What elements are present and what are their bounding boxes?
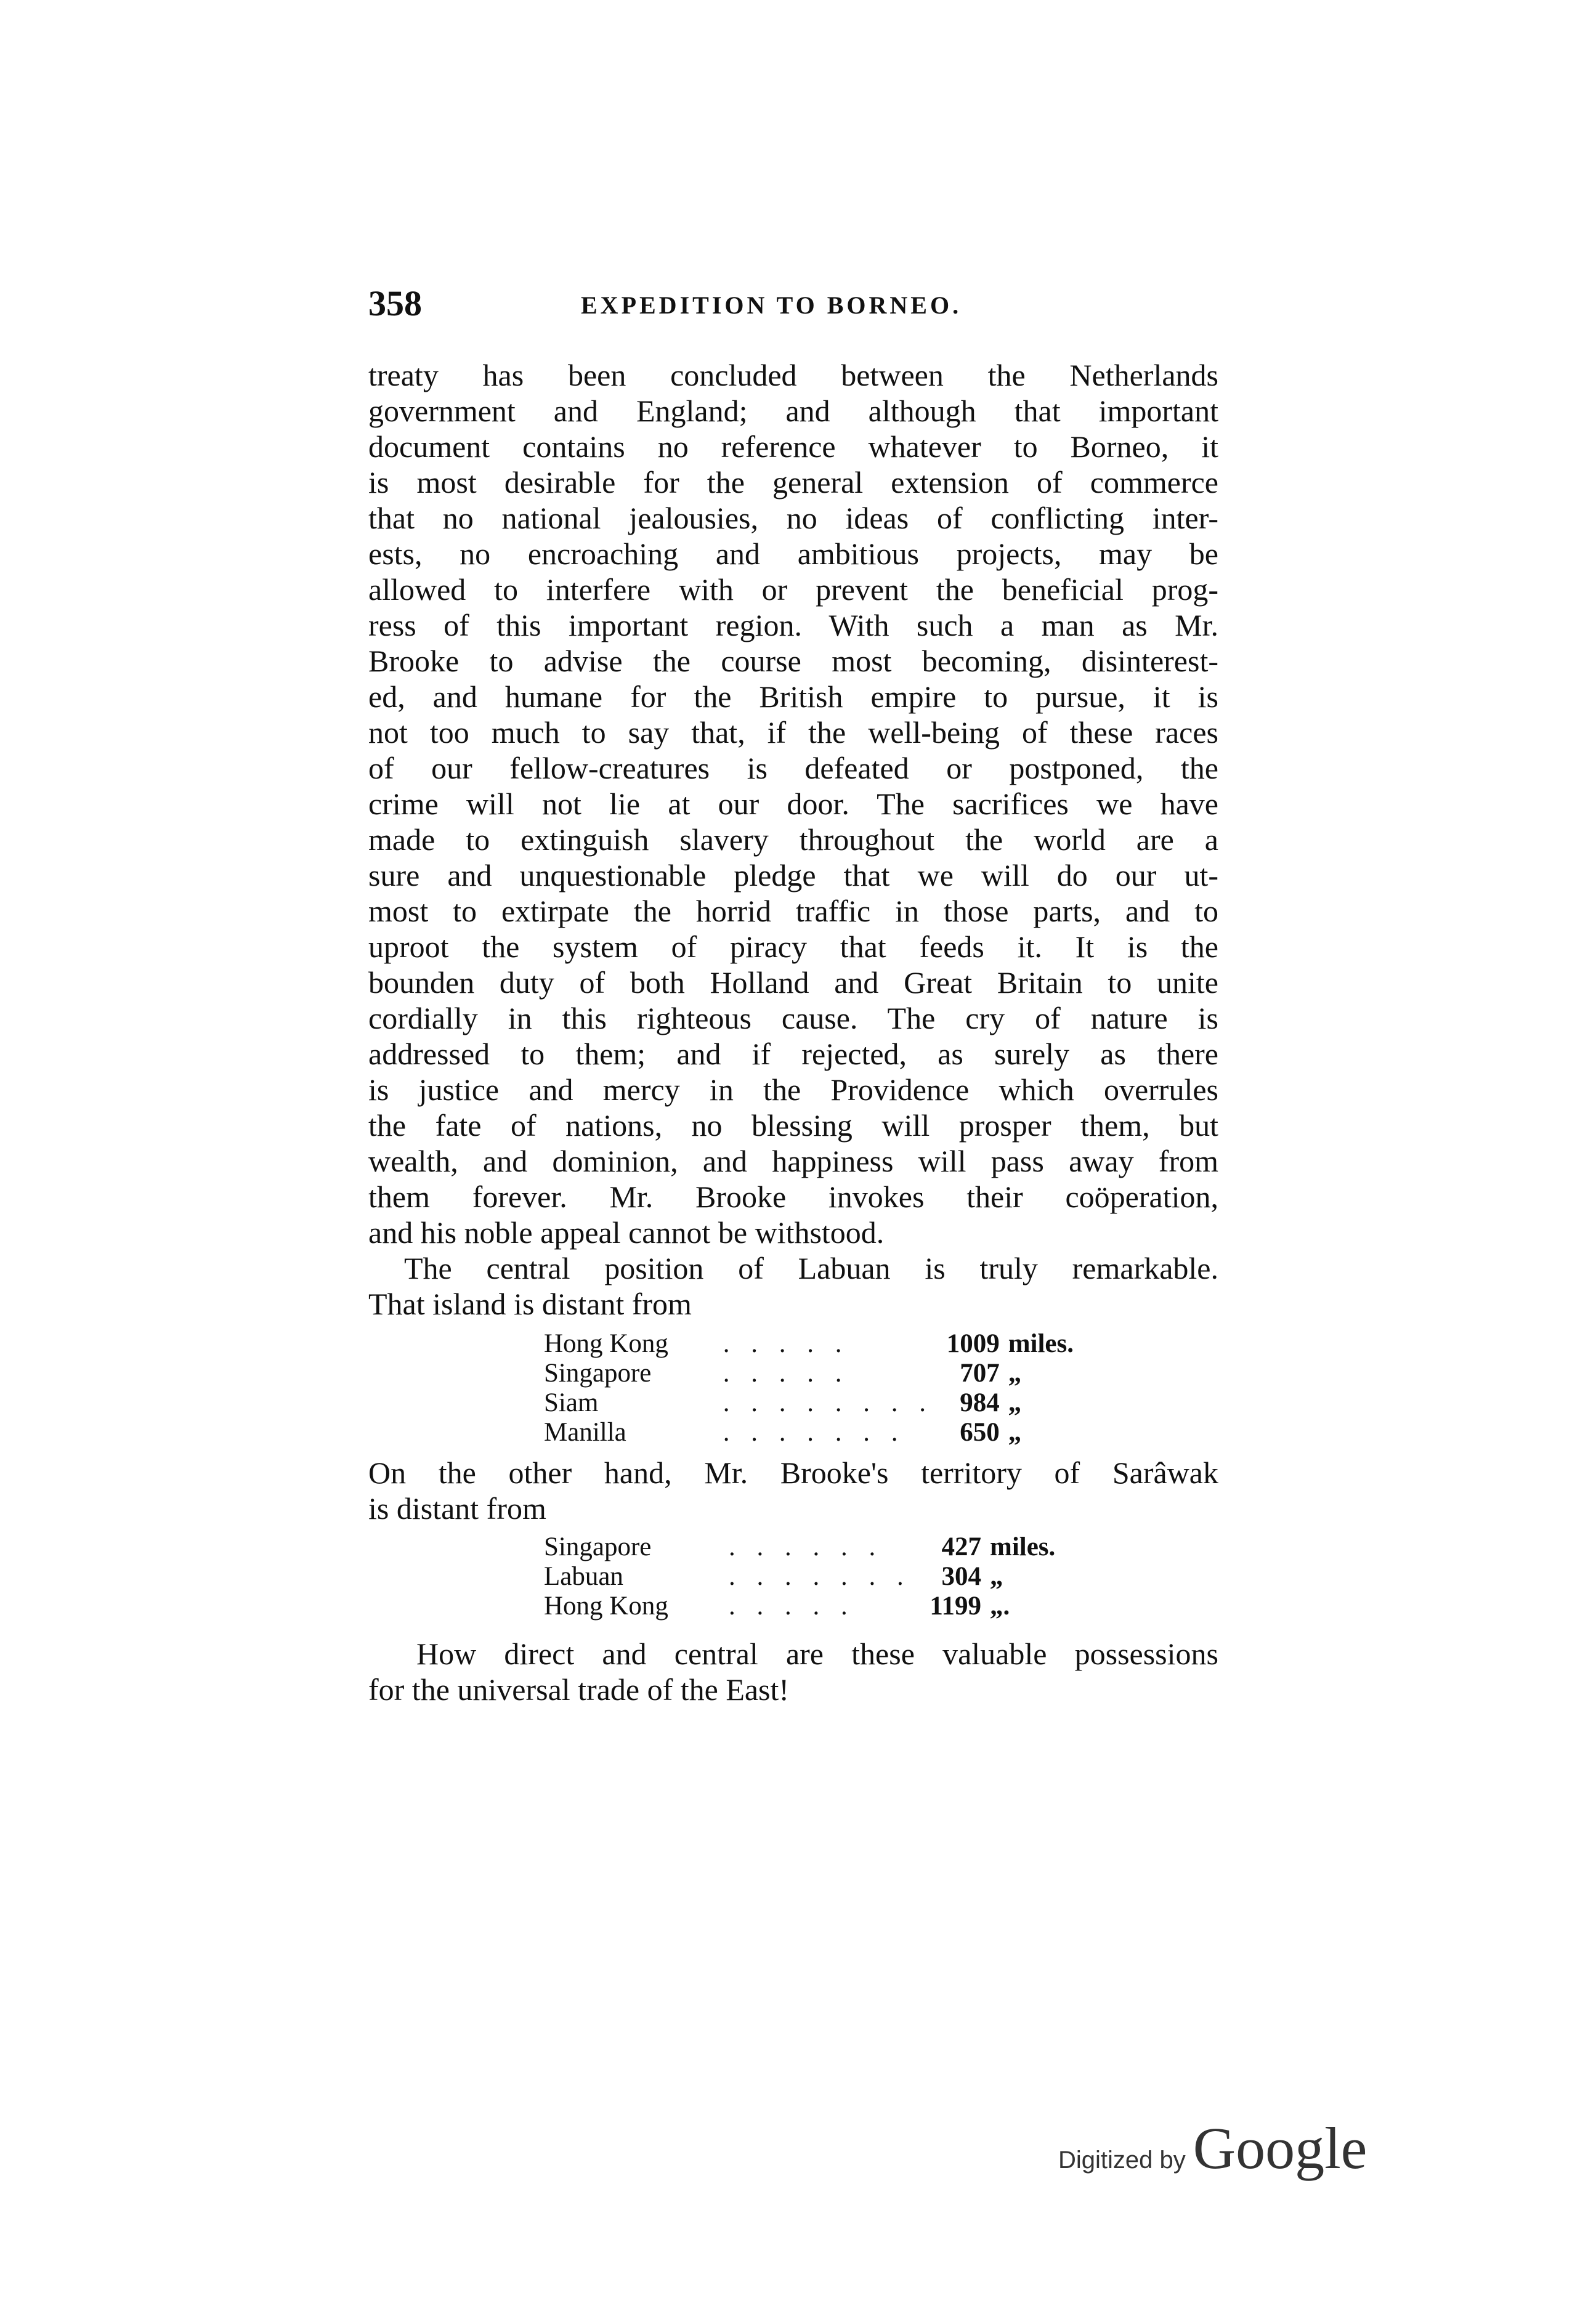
leader-dots: . . . . . . . [729,1562,911,1591]
text-line: ed, and humane for the British empire to pursue, it is [368,679,1218,714]
digitized-by-watermark [1058,2114,1367,2181]
leader-dots: . . . . . . . . [723,1388,933,1417]
distance-value: 1199 [930,1592,981,1621]
text-line: is distant from [368,1491,546,1526]
text-line: bounden duty of both Holland and Great Britain to unite [368,965,1218,1000]
page-header [368,282,1231,325]
text-line: most to extirpate the horrid traffic in those parts, and to [368,894,1218,928]
google-logo: Google [1193,2115,1367,2181]
distance-unit: „ [1008,1359,1022,1388]
text-line: crime will not lie at our door. The sacrifices we have [368,787,1218,821]
text-line: Brooke to advise the course most becoming, disinterest- [368,644,1218,678]
place-name: Singapore [544,1359,652,1388]
place-name: Hong Kong [544,1592,668,1621]
distance-value: 707 [960,1359,1000,1388]
leader-dots: . . . . . . [729,1532,883,1561]
distance-unit: „ [1008,1418,1022,1447]
text-line: document contains no reference whatever to Borneo, it [368,429,1218,464]
text-line: addressed to them; and if rejected, as surely as there [368,1037,1218,1071]
text-line: the fate of nations, no blessing will prosper them, but [368,1108,1218,1143]
text-line: sure and unquestionable pledge that we will do our ut- [368,858,1218,892]
text-line: made to extinguish slavery throughout the world are a [368,822,1218,857]
text-line: government and England; and although that important [368,394,1218,428]
text-line: is justice and mercy in the Providence which overrules [368,1072,1218,1107]
text-line: of our fellow-creatures is defeated or postponed, the [368,751,1218,785]
text-line: That island is distant from [368,1287,692,1321]
text-line: The central position of Labuan is truly remarkable. [404,1251,1218,1285]
text-line: treaty has been concluded between the Netherlands [368,358,1218,392]
place-name: Hong Kong [544,1329,668,1358]
leader-dots: . . . . . [723,1329,849,1358]
digitized-by-label: Digitized by [1058,2147,1186,2174]
distance-value: 304 [941,1562,981,1591]
text-line: cordially in this righteous cause. The cry of nature is [368,1001,1218,1035]
text-line: ress of this important region. With such a man as Mr. [368,608,1218,642]
place-name: Singapore [544,1532,652,1561]
distance-row [544,1329,1074,1359]
place-name: Labuan [544,1562,623,1591]
distance-unit: „ [1008,1388,1022,1417]
leader-dots: . . . . . [723,1359,849,1388]
distance-unit: „. [990,1592,1010,1621]
distance-value: 650 [960,1418,1000,1447]
paragraph-treaty [368,357,1218,1250]
running-head: EXPEDITION TO BORNEO. [581,291,962,319]
place-name: Siam [544,1388,599,1417]
distance-row [544,1562,1074,1592]
distance-value: 1009 [946,1329,1000,1358]
distance-value: 427 [941,1532,981,1561]
text-line: allowed to interfere with or prevent the beneficial prog- [368,572,1218,607]
distance-unit: miles. [1008,1329,1074,1358]
distance-value: 984 [960,1388,1000,1417]
text-line: On the other hand, Mr. Brooke's territory of Sarâwak [368,1455,1218,1490]
text-line: not too much to say that, if the well-being of these races [368,715,1218,750]
paragraph-labuan-position [368,1250,1218,1322]
distance-row [544,1388,1074,1418]
text-line: that no national jealousies, no ideas of conflicting inter- [368,501,1218,535]
text-line: is most desirable for the general extension of commerce [368,465,1218,500]
distance-row [544,1418,1074,1447]
text-line: and his noble appeal cannot be withstood. [368,1215,885,1250]
text-line: for the universal trade of the East! [368,1672,790,1707]
page-number: 358 [368,283,422,323]
distance-row [544,1359,1074,1388]
distance-row [544,1592,1074,1621]
text-line: wealth, and dominion, and happiness will pass away from [368,1144,1218,1178]
place-name: Manilla [544,1418,626,1447]
text-line: uproot the system of piracy that feeds it. It is the [368,929,1218,964]
paragraph-closing [368,1636,1218,1707]
leader-dots: . . . . . [729,1592,855,1621]
distance-table-sarawak [544,1532,1074,1621]
distance-unit: miles. [990,1532,1056,1561]
body-text [368,357,1218,1707]
distance-unit: „ [990,1562,1003,1591]
text-line: ests, no encroaching and ambitious projects, may be [368,536,1218,571]
text-line: How direct and central are these valuable possessions [416,1637,1218,1671]
paragraph-sarawak [368,1455,1218,1526]
distance-table-labuan [544,1329,1074,1447]
distance-row [544,1532,1074,1562]
text-line: them forever. Mr. Brooke invokes their coöperation, [368,1180,1218,1214]
leader-dots: . . . . . . . [723,1418,905,1447]
